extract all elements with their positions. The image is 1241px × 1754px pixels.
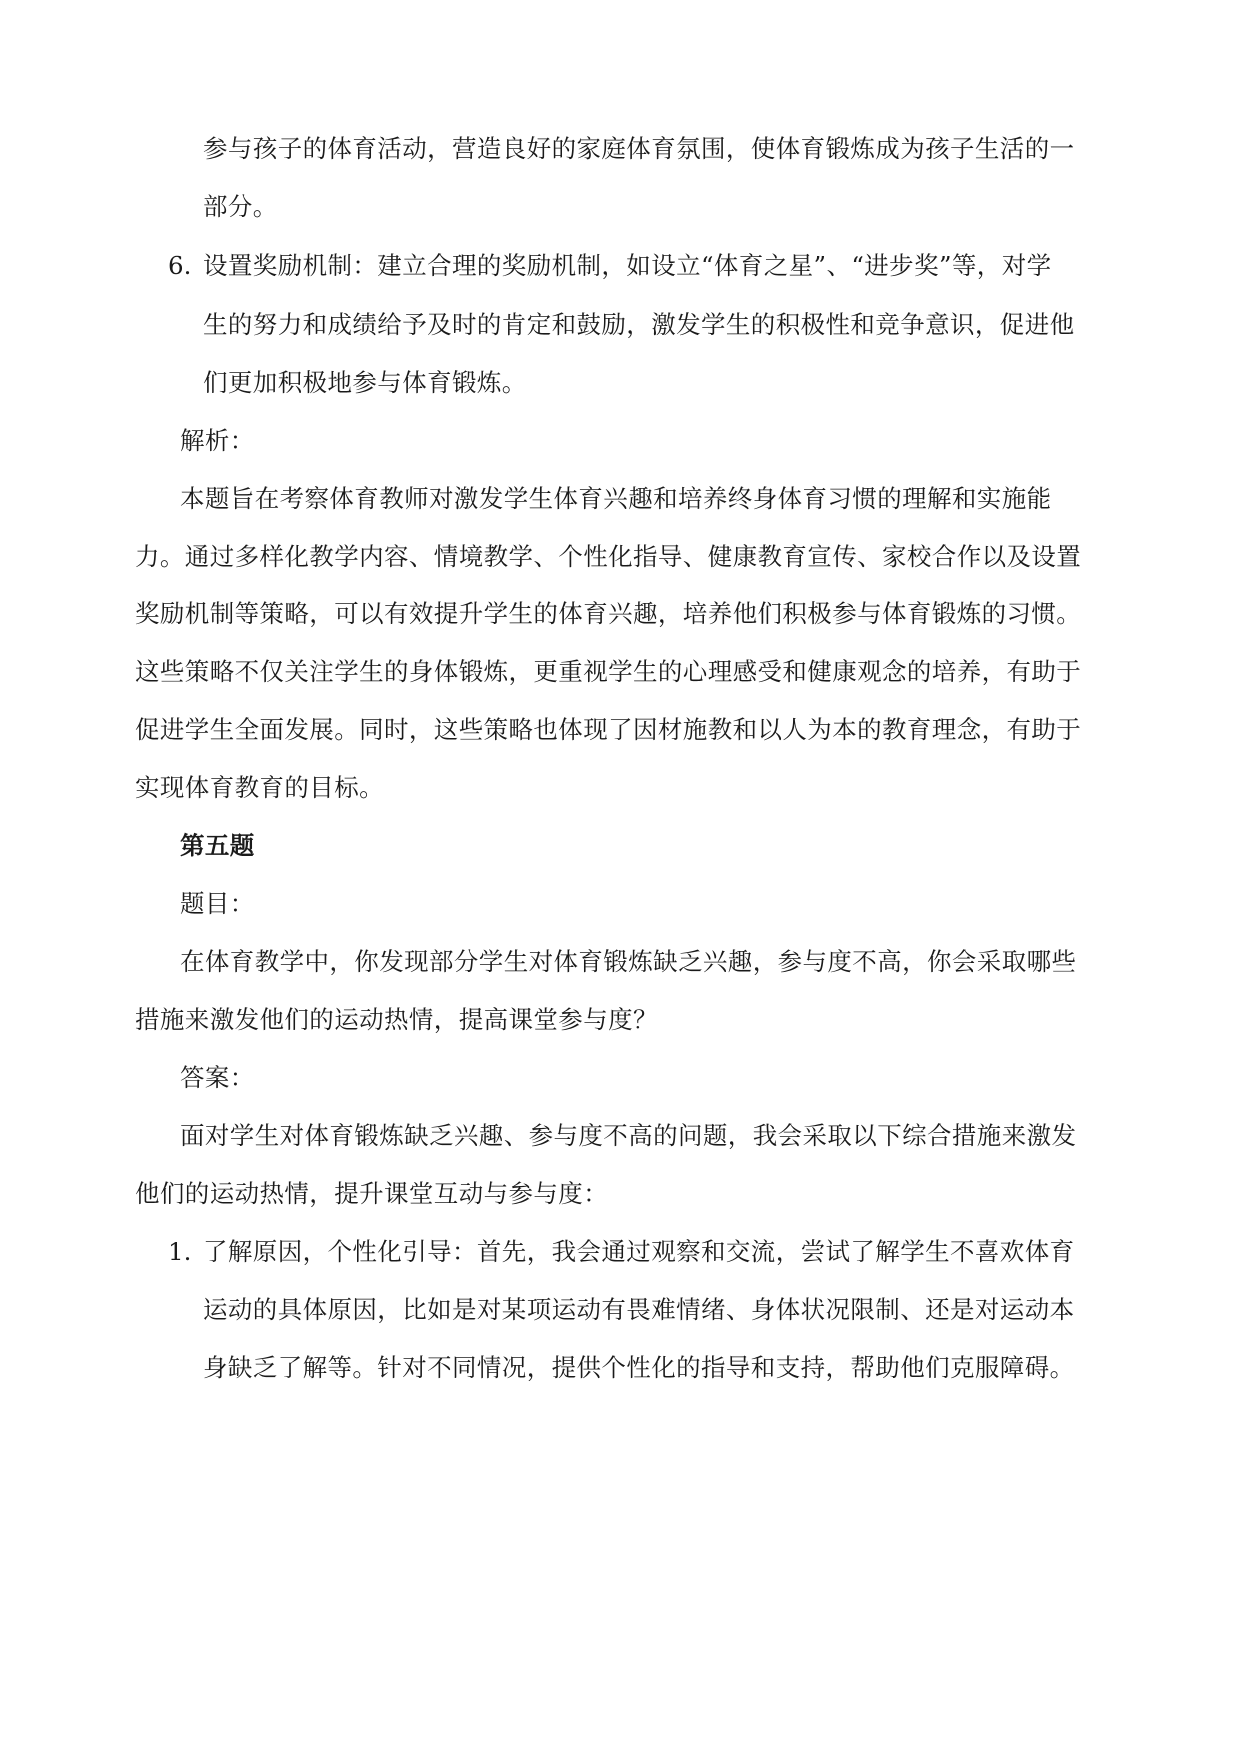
item6-number: 6. (168, 251, 192, 280)
analysis-line-6: 实现体育教育的目标。 (135, 773, 384, 802)
item6-line1: 设置奖励机制：建立合理的奖励机制，如设立“体育之星”、“进步奖”等，对学 (203, 251, 1052, 280)
answer5-item1-line2: 运动的具体原因，比如是对某项运动有畏难情绪、身体状况限制、还是对运动本 (203, 1295, 1075, 1324)
answer5-item1-number: 1. (168, 1237, 192, 1266)
analysis-line-5: 促进学生全面发展。同时，这些策略也体现了因材施教和以人为本的教育理念，有助于 (135, 715, 1082, 744)
answer5-item1-line1: 了解原因，个性化引导：首先，我会通过观察和交流，尝试了解学生不喜欢体育 (203, 1237, 1075, 1266)
question5-line2: 措施来激发他们的运动热情，提高课堂参与度？ (135, 1005, 658, 1034)
analysis-line-2: 力。通过多样化教学内容、情境教学、个性化指导、健康教育宣传、家校合作以及设置 (135, 542, 1082, 571)
analysis-line-3: 奖励机制等策略，可以有效提升学生的体育兴趣，培养他们积极参与体育锻炼的习惯。 (135, 599, 1082, 628)
answer5-intro-line2: 他们的运动热情，提升课堂互动与参与度： (135, 1179, 609, 1208)
analysis-line-4: 这些策略不仅关注学生的身体锻炼，更重视学生的心理感受和健康观念的培养，有助于 (135, 657, 1082, 686)
answer5-label: 答案： (180, 1063, 255, 1092)
analysis-label: 解析： (180, 426, 255, 455)
item6-line2: 生的努力和成绩给予及时的肯定和鼓励，激发学生的积极性和竞争意识，促进他 (203, 310, 1075, 339)
answer5-intro-line1: 面对学生对体育锻炼缺乏兴趣、参与度不高的问题，我会采取以下综合措施来激发 (180, 1121, 1077, 1150)
item5-line2: 参与孩子的体育活动，营造良好的家庭体育氛围，使体育锻炼成为孩子生活的一 (203, 134, 1075, 163)
question5-label: 题目： (180, 889, 255, 918)
question5-line1: 在体育教学中，你发现部分学生对体育锻炼缺乏兴趣，参与度不高，你会采取哪些 (180, 947, 1077, 976)
answer5-item1-line3: 身缺乏了解等。针对不同情况，提供个性化的指导和支持，帮助他们克服障碍。 (203, 1353, 1075, 1382)
item5-line3: 部分。 (203, 192, 278, 221)
analysis-line-1: 本题旨在考察体育教师对激发学生体育兴趣和培养终身体育习惯的理解和实施能 (180, 484, 1052, 513)
question5-heading: 第五题 (180, 831, 255, 860)
item6-line3: 们更加积极地参与体育锻炼。 (203, 368, 527, 397)
